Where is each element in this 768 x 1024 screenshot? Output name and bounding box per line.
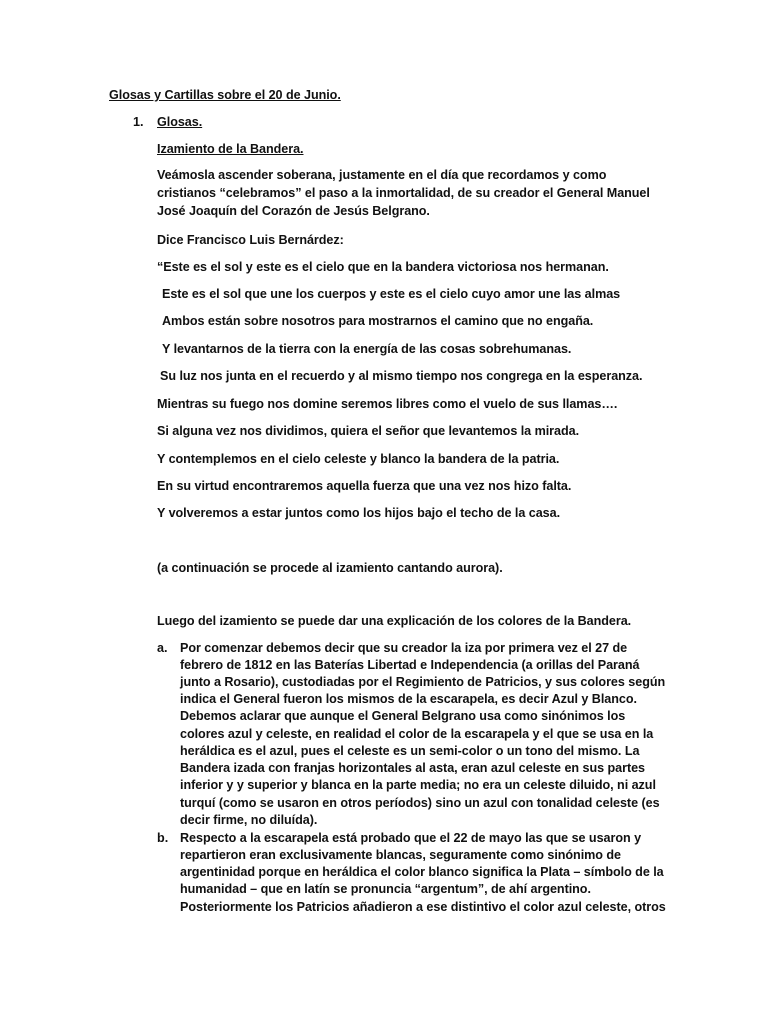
list-item-a-line: decir firme, no diluída). xyxy=(180,813,318,827)
list-item-a-line: colores azul y celeste, en realidad el color de la escarapela y el que se usa en la xyxy=(180,727,654,741)
list-item-b-line: argentinidad porque en heráldica el color blanco significa la Plata – símbolo de la xyxy=(180,865,664,879)
subtitle: Izamiento de la Bandera. xyxy=(157,142,304,156)
list-item-b-line: repartieron eran exclusivamente blancas, seguramente como sinónimo de xyxy=(180,848,621,862)
poem-line: Su luz nos junta en el recuerdo y al mismo tiempo nos congrega en la esperanza. xyxy=(160,369,643,383)
list-item-a-line: junto a Rosario), custodiadas por el Regimiento de Patricios, y sus colores según xyxy=(180,675,666,689)
poem-line: En su virtud encontraremos aquella fuerza que una vez nos hizo falta. xyxy=(157,479,572,493)
list-item-a-line: heráldica es el azul, pues el celeste es un semi-color o un tono del mismo. La xyxy=(180,744,640,758)
intro-line: José Joaquín del Corazón de Jesús Belgrano. xyxy=(157,204,430,218)
list-item-a-line: Por comenzar debemos decir que su creador la iza por primera vez el 27 de xyxy=(180,641,628,655)
author-intro: Dice Francisco Luis Bernárdez: xyxy=(157,233,344,247)
list-item-a-line: turquí (como se usaron en otros períodos) sino un azul con tonalidad celeste (es xyxy=(180,796,660,810)
section-number: 1. xyxy=(133,115,144,129)
list-marker-b: b. xyxy=(157,831,169,845)
poem-line: Ambos están sobre nosotros para mostrarnos el camino que no engaña. xyxy=(162,314,594,328)
list-item-a-line: Debemos aclarar que aunque el General Belgrano usa como sinónimos los xyxy=(180,709,626,723)
poem-line: Y volveremos a estar juntos como los hijos bajo el techo de la casa. xyxy=(157,506,561,520)
poem-line: Este es el sol que une los cuerpos y este es el cielo cuyo amor une las almas xyxy=(162,287,621,301)
section-heading: Glosas. xyxy=(157,115,203,129)
list-item-b-line: humanidad – que en latín se pronuncia “argentum”, de ahí argentino. xyxy=(180,882,591,896)
poem-line: Mientras su fuego nos domine seremos libres como el vuelo de sus llamas…. xyxy=(157,397,618,411)
list-item-a-line: inferior y y superior y blanca en la parte media; no era un celeste diluido, ni azul xyxy=(180,778,656,792)
list-item-a-line: febrero de 1812 en las Baterías Libertad e Independencia (a orillas del Paraná xyxy=(180,658,640,672)
colors-intro: Luego del izamiento se puede dar una explicación de los colores de la Bandera. xyxy=(157,614,632,628)
intro-line: Veámosla ascender soberana, justamente en el día que recordamos y como xyxy=(157,168,607,182)
intro-line: cristianos “celebramos” el paso a la inmortalidad, de su creador el General Manuel xyxy=(157,186,650,200)
list-marker-a: a. xyxy=(157,641,168,655)
poem-line: “Este es el sol y este es el cielo que en la bandera victoriosa nos hermanan. xyxy=(157,260,609,274)
poem-line: Si alguna vez nos dividimos, quiera el señor que levantemos la mirada. xyxy=(157,424,580,438)
poem-line: Y contemplemos en el cielo celeste y blanco la bandera de la patria. xyxy=(157,452,560,466)
list-item-a-line: Bandera izada con franjas horizontales al asta, eran azul celeste en sus partes xyxy=(180,761,646,775)
list-item-a-line: indica el General fueron los mismos de la escarapela, es decir Azul y Blanco. xyxy=(180,692,637,706)
poem-line: Y levantarnos de la tierra con la energía de las cosas sobrehumanas. xyxy=(162,342,572,356)
list-item-b-line: Posteriormente los Patricios añadieron a ese distintivo el color azul celeste, otros xyxy=(180,900,666,914)
continuation-note: (a continuación se procede al izamiento cantando aurora). xyxy=(157,561,503,575)
list-item-b-line: Respecto a la escarapela está probado que el 22 de mayo las que se usaron y xyxy=(180,831,642,845)
document-title: Glosas y Cartillas sobre el 20 de Junio. xyxy=(109,88,341,102)
